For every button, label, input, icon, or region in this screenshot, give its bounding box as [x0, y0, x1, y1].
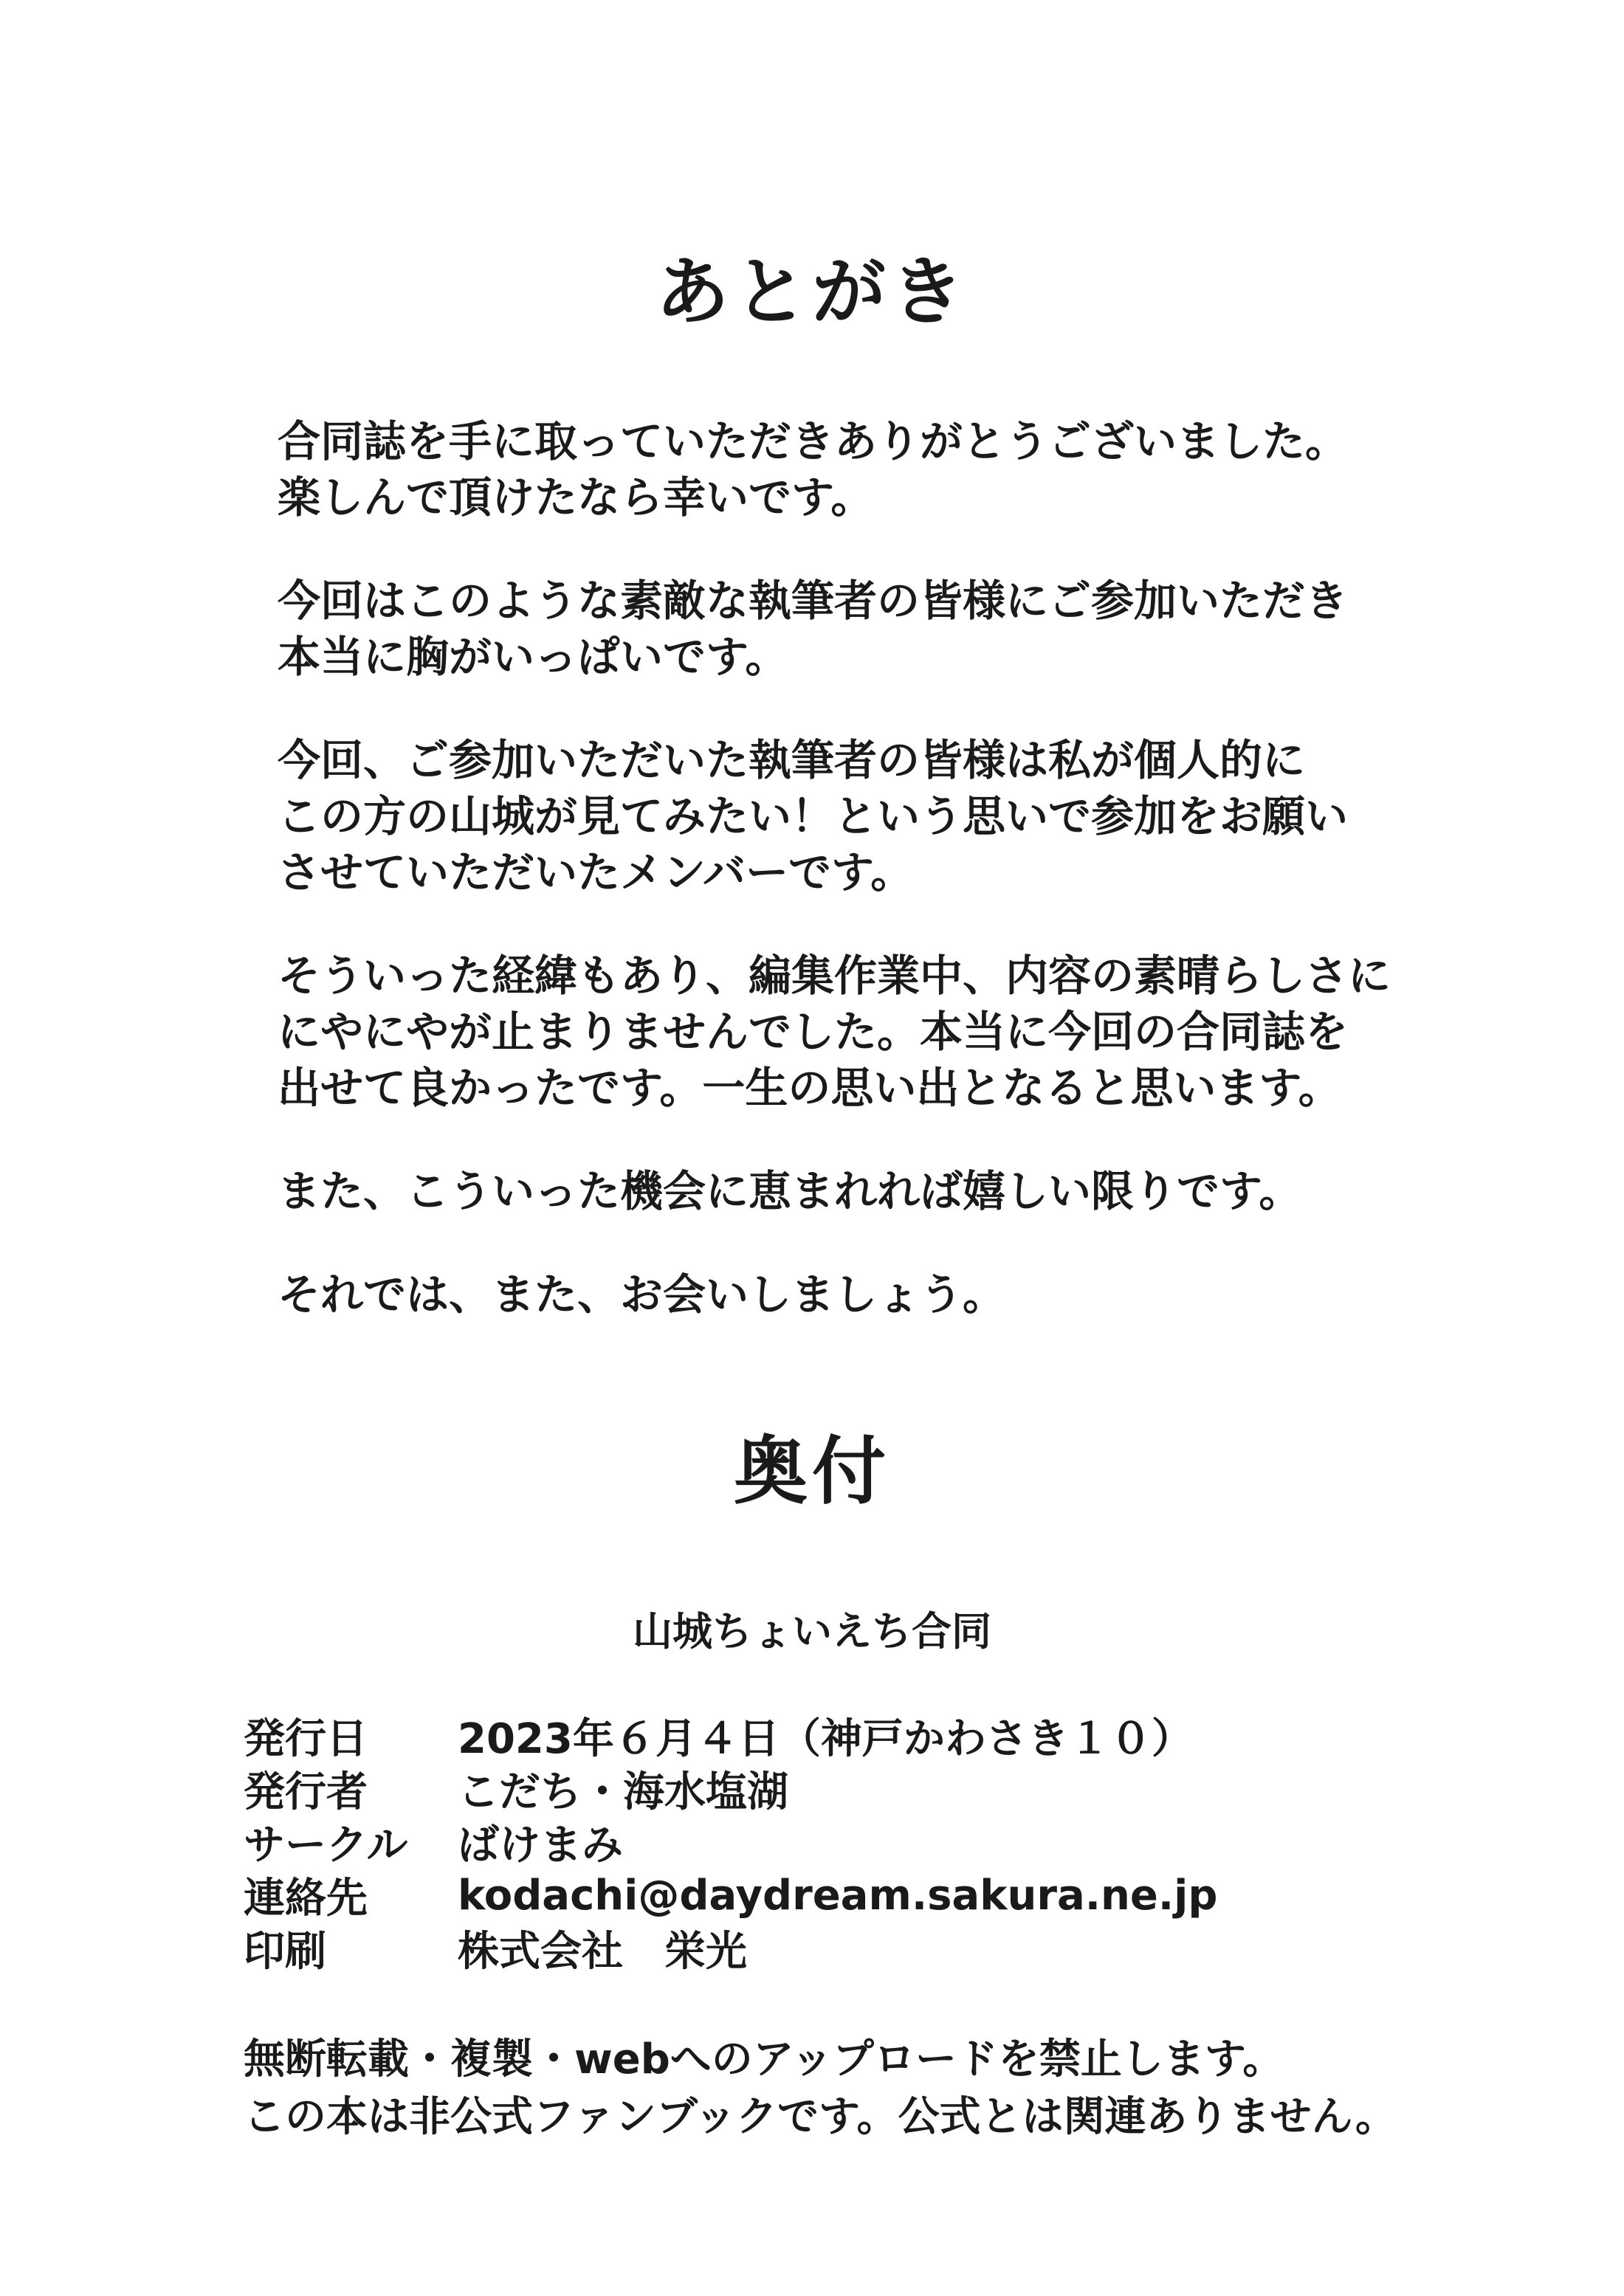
contact-email: kodachi@daydream.sakura.ne.jp [458, 1871, 1218, 1920]
colophon-row-printer [244, 1922, 1425, 1975]
afterword-paragraph [278, 948, 1429, 1116]
colophon-row-publish-date [244, 1709, 1425, 1762]
colophon-table [244, 1709, 1425, 1975]
colophon-label: 印刷 [244, 1928, 326, 1976]
copyright-notice [244, 2031, 1499, 2146]
colophon-title: 奥付 [734, 1428, 890, 1514]
afterword-line: にやにやが止まりませんでした。本当に今回の合同誌を [278, 1007, 1349, 1057]
afterword-paragraph [278, 1266, 1429, 1323]
afterword-paragraph [278, 573, 1429, 685]
colophon-label: 連絡先 [244, 1875, 368, 1923]
afterword-line: させていただいたメンバーです。 [278, 847, 914, 897]
afterword-title: あとがき [656, 249, 968, 335]
afterword-line: この方の山城が見てみたい！という思いで参加をお願い [278, 791, 1349, 841]
afterword-line: 合同誌を手に取っていただきありがとうございました。 [278, 416, 1349, 466]
colophon-label: 発行者 [244, 1768, 368, 1816]
afterword-body [278, 413, 1429, 1370]
notice-line: この本は非公式ファンブックです。公式とは関連ありません。 [244, 2093, 1397, 2141]
afterword-paragraph [278, 732, 1429, 900]
colophon-label: サークル [244, 1821, 408, 1869]
afterword-line: 本当に胸がいっぱいです。 [278, 632, 788, 682]
colophon-value: 2023年６月４日（神戸かわさき１０） [458, 1715, 1193, 1763]
colophon-value: ばけまみ [458, 1821, 623, 1869]
colophon-label: 発行日 [244, 1715, 368, 1763]
afterword-line: そういった経緯もあり、編集作業中、内容の素晴らしさに [278, 951, 1391, 1001]
colophon-value: 株式会社 栄光 [458, 1928, 747, 1976]
colophon-row-circle [244, 1816, 1425, 1869]
afterword-line: 出せて良かったです。一生の思い出となると思います。 [278, 1063, 1341, 1113]
colophon-row-publisher [244, 1762, 1425, 1816]
afterword-paragraph [278, 1163, 1429, 1219]
afterword-paragraph [278, 413, 1429, 525]
afterword-line: 今回はこのような素敵な執筆者の皆様にご参加いただき [278, 576, 1349, 626]
afterword-line: それでは、また、お会いしましょう。 [278, 1269, 1006, 1320]
colophon-row-contact [244, 1869, 1425, 1922]
afterword-line: 楽しんで頂けたなら幸いです。 [278, 472, 874, 523]
afterword-line: 今回、ご参加いただいた執筆者の皆様は私が個人的に [278, 735, 1306, 785]
notice-line: 無断転載・複製・webへのアップロードを禁止します。 [244, 2035, 1284, 2083]
book-title: 山城ちょいえち合同 [633, 1608, 991, 1655]
afterword-line: また、こういった機会に恵まれれば嬉しい限りです。 [278, 1166, 1302, 1216]
colophon-value: こだち・海水塩湖 [458, 1768, 788, 1816]
